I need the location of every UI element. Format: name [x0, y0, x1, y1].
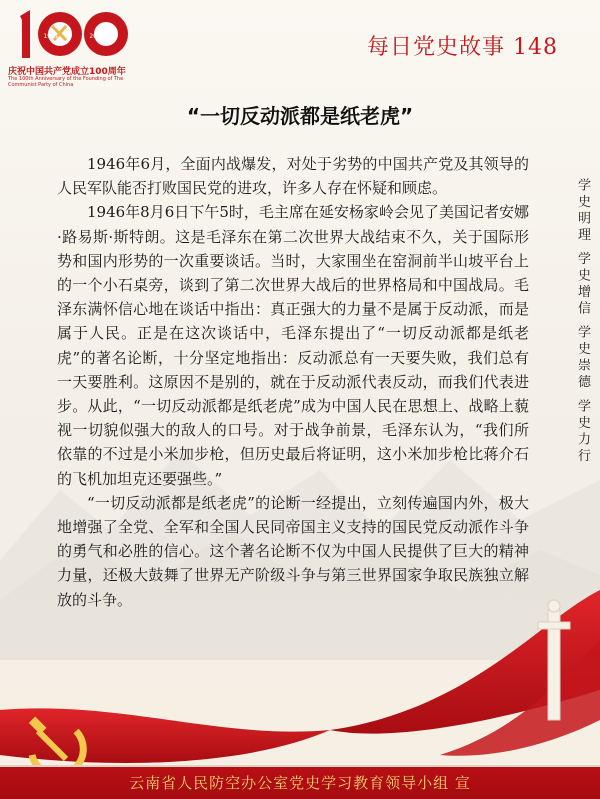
- vertical-slogan: 学史明理 学史增信 学史崇德 学史力行: [575, 178, 590, 465]
- article-title: “一切反动派都是纸老虎”: [186, 104, 414, 128]
- paragraph: 1946年8月6日下午5时，毛主席在延安杨家岭会见了美国记者安娜·路易斯·斯特朗。这是毛泽东在第二次世界大战结束不久，关于国际形势和国内形势的一次重要谈话。当时，大家围坐在窑洞前半山坡平台上的一个小石桌旁，谈到了第二次世界大战后的世界格局和中国战局。毛泽东满怀信心地在谈话中指出：真正强大的力量不是属于反动派，而是属于人民。正是在这次谈话中，毛泽东提出了“一切反动派都是纸老虎”的著名论断，十分坚定地指出：反动派总有一天要失败，我们总有一天要胜利。这原因不是别的，就在于反动派代表反动，而我们代表进步。从此，“一切反动派都是纸老虎”成为中国人民在思想上、战略上藐视一切貌似强大的敌人的口号。对于战争前景，毛泽东认为，“我们所依靠的不过是小米加步枪，但历史最后将证明，这小米加步枪比蒋介石的飞机加坦克还要强些。”: [57, 203, 529, 488]
- logo-chinese-caption: 庆祝中国共产党成立100周年: [8, 67, 126, 77]
- logo-english-caption: The 100th Anniversary of the Founding of The Communist Party of China: [8, 76, 124, 88]
- bottom-decoration: [0, 580, 600, 780]
- logo-years: [34, 33, 114, 40]
- logo-year-left: 1921: [43, 33, 59, 40]
- anniversary-logo: [6, 6, 156, 92]
- logo-year-right: 2021: [89, 33, 105, 40]
- paragraph: 1946年6月，全面内战爆发，对处于劣势的中国共产党及其领导的人民军队能否打败国民党的进攻，许多人存在怀疑和顾虑。: [57, 155, 529, 198]
- footer-banner: 云南省人民防空办公室党史学习教育领导小组 宣: [0, 767, 600, 799]
- series-title: 每日党史故事 148: [367, 35, 558, 60]
- article-body: [57, 152, 529, 612]
- paragraph: “一切反动派都是纸老虎”的论断一经提出，立刻传遍国内外，极大地增强了全党、全军和全国人民同帝国主义支持的国民党反动派作斗争的勇气和必胜的信心。这个著名论断不仅为中国人民提供了巨大的精神力量，还极大鼓舞了世界无产阶级斗争与第三世界国家争取民族独立解放的斗争。: [57, 493, 529, 609]
